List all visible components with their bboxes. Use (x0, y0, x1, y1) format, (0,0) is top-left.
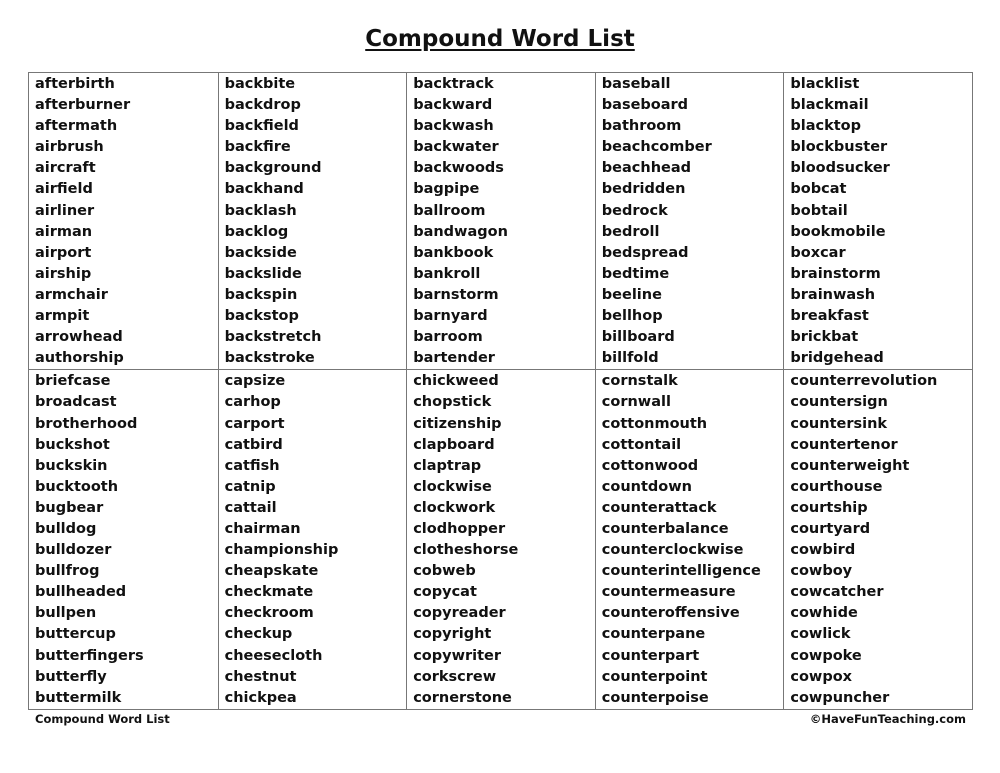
word-item: bucktooth (35, 478, 119, 495)
word-item: cheesecloth (224, 647, 323, 664)
word-item: cowboy (790, 563, 853, 580)
word-item: bartender (413, 350, 495, 367)
word-item: bookmobile (790, 223, 886, 240)
word-item: courtyard (790, 520, 871, 537)
word-item: copyright (413, 626, 492, 643)
word-item: cowbird (790, 542, 856, 559)
word-item: brotherhood (35, 415, 138, 432)
word-column (218, 73, 407, 369)
word-item: cottontail (601, 436, 682, 453)
word-item: buckshot (35, 436, 110, 453)
word-item: chopstick (413, 394, 492, 411)
word-column (783, 370, 972, 709)
word-item: catbird (224, 436, 283, 453)
word-item: blockbuster (790, 139, 888, 156)
word-item: bellhop (601, 308, 663, 325)
word-item: corkscrew (413, 668, 497, 685)
word-item: bathroom (601, 118, 682, 135)
word-item: bedtime (601, 265, 670, 282)
word-column (218, 370, 407, 709)
word-item: bullfrog (35, 563, 100, 580)
word-item: catnip (224, 478, 276, 495)
word-column (406, 73, 595, 369)
word-item: backfield (224, 118, 299, 135)
word-item: chickweed (413, 373, 499, 390)
word-item: brickbat (790, 329, 859, 346)
word-item: baseboard (601, 97, 689, 114)
word-item: chestnut (224, 668, 297, 685)
word-item: bobcat (790, 181, 847, 198)
word-item: backwater (413, 139, 499, 156)
word-item: cowcatcher (790, 584, 884, 601)
word-item: beeline (601, 286, 662, 303)
word-item: blacktop (790, 118, 862, 135)
word-item: backtrack (413, 76, 494, 92)
word-item: bloodsucker (790, 160, 890, 177)
word-item: countersign (790, 394, 888, 411)
word-item: countersink (790, 415, 888, 432)
word-item: clockwise (413, 478, 492, 495)
word-item: barnstorm (413, 286, 499, 303)
word-item: courthouse (790, 478, 883, 495)
word-column (595, 73, 784, 369)
word-column (595, 370, 784, 709)
word-item: airbrush (35, 139, 104, 156)
word-item: billboard (601, 329, 675, 346)
word-item: cottonmouth (601, 415, 708, 432)
word-item: bedroll (601, 223, 660, 240)
word-item: courtship (790, 499, 868, 516)
word-item: checkup (224, 626, 293, 643)
word-item: broadcast (35, 394, 117, 411)
word-item: aircraft (35, 160, 96, 177)
word-item: bedrock (601, 202, 668, 219)
word-item: backslide (224, 265, 302, 282)
word-item: brainwash (790, 286, 876, 303)
word-item: background (224, 160, 322, 177)
word-item: counteroffensive (601, 605, 740, 622)
word-item: briefcase (35, 373, 111, 390)
word-item: breakfast (790, 308, 869, 325)
word-item: cottonwood (601, 457, 699, 474)
word-item: aftermath (35, 118, 118, 135)
word-item: airport (35, 244, 92, 261)
word-item: clapboard (413, 436, 495, 453)
word-item: barnyard (413, 308, 488, 325)
word-item: bankbook (413, 244, 494, 261)
word-item: counterbalance (601, 520, 729, 537)
word-item: copywriter (413, 647, 502, 664)
word-block (29, 73, 972, 369)
word-item: beachcomber (601, 139, 712, 156)
word-item: cowhide (790, 605, 858, 622)
word-item: beachhead (601, 160, 692, 177)
word-item: clodhopper (413, 520, 506, 537)
word-item: backside (224, 244, 297, 261)
word-item: counterweight (790, 457, 910, 474)
word-item: boxcar (790, 244, 846, 261)
word-item: ballroom (413, 202, 486, 219)
word-item: backspin (224, 286, 298, 303)
word-item: bullpen (35, 605, 97, 622)
word-item: copyreader (413, 605, 506, 622)
word-item: backhand (224, 181, 304, 198)
word-item: counterpoint (601, 668, 708, 685)
word-item: counterattack (601, 499, 717, 516)
word-item: backbite (224, 76, 296, 92)
word-item: carport (224, 415, 285, 432)
word-item: bedspread (601, 244, 689, 261)
word-item: cowpoke (790, 647, 862, 664)
word-item: copycat (413, 584, 477, 601)
word-column (29, 73, 218, 369)
word-item: bagpipe (413, 181, 480, 198)
word-item: blacklist (790, 76, 860, 92)
word-column (29, 370, 218, 709)
word-item: backstop (224, 308, 299, 325)
word-item: countdown (601, 478, 692, 495)
word-item: cheapskate (224, 563, 319, 580)
word-item: counterintelligence (601, 563, 761, 580)
word-item: chickpea (224, 689, 297, 706)
word-item: bobtail (790, 202, 848, 219)
word-item: cornwall (601, 394, 671, 411)
word-item: armpit (35, 308, 90, 325)
word-item: chairman (224, 520, 301, 537)
word-item: arrowhead (35, 329, 123, 346)
word-item: billfold (601, 350, 659, 367)
word-item: backward (413, 97, 493, 114)
word-item: counterclockwise (601, 542, 744, 559)
word-item: buttermilk (35, 689, 122, 706)
word-item: countermeasure (601, 584, 736, 601)
word-item: cornstalk (601, 373, 678, 390)
word-item: brainstorm (790, 265, 881, 282)
word-item: backlash (224, 202, 297, 219)
word-item: bullheaded (35, 584, 127, 601)
word-item: championship (224, 542, 339, 559)
word-item: bedridden (601, 181, 686, 198)
word-item: backstretch (224, 329, 322, 346)
word-item: armchair (35, 286, 108, 303)
word-item: carhop (224, 394, 281, 411)
word-item: buckskin (35, 457, 108, 474)
word-item: baseball (601, 76, 671, 92)
word-item: airfield (35, 181, 93, 198)
word-item: butterfly (35, 668, 107, 685)
word-item: cowpuncher (790, 689, 890, 706)
word-item: counterpoise (601, 689, 709, 706)
word-item: cobweb (413, 563, 476, 580)
word-item: airman (35, 223, 93, 240)
word-item: airship (35, 265, 92, 282)
word-item: afterburner (35, 97, 131, 114)
word-item: cowlick (790, 626, 851, 643)
word-item: checkroom (224, 605, 314, 622)
word-item: countertenor (790, 436, 898, 453)
title-text: Compound Word List (365, 26, 635, 52)
word-item: cornerstone (413, 689, 512, 706)
word-block (29, 369, 972, 709)
word-item: airliner (35, 202, 95, 219)
word-item: backstroke (224, 350, 315, 367)
word-item: cattail (224, 499, 277, 516)
word-item: catfish (224, 457, 280, 474)
word-item: afterbirth (35, 76, 115, 92)
word-item: citizenship (413, 415, 502, 432)
word-item: barroom (413, 329, 483, 346)
word-item: backdrop (224, 97, 301, 114)
word-item: counterrevolution (790, 373, 938, 390)
word-item: counterpane (601, 626, 706, 643)
word-item: clockwork (413, 499, 496, 516)
footer-copyright: ©HaveFunTeaching.com (809, 712, 966, 726)
footer-title: Compound Word List (35, 712, 170, 726)
word-item: bugbear (35, 499, 104, 516)
word-item: butterfingers (35, 647, 144, 664)
word-item: blackmail (790, 97, 869, 114)
word-item: clotheshorse (413, 542, 519, 559)
word-item: backfire (224, 139, 291, 156)
word-column (783, 73, 972, 369)
word-column (406, 370, 595, 709)
word-table (28, 72, 973, 710)
word-item: backlog (224, 223, 289, 240)
word-item: counterpart (601, 647, 700, 664)
word-item: backwoods (413, 160, 504, 177)
word-item: bulldog (35, 520, 97, 537)
word-item: buttercup (35, 626, 116, 643)
word-item: bankroll (413, 265, 481, 282)
word-item: cowpox (790, 668, 853, 685)
word-item: claptrap (413, 457, 482, 474)
word-item: authorship (35, 350, 124, 367)
word-item: bridgehead (790, 350, 884, 367)
word-item: backwash (413, 118, 494, 135)
word-item: bulldozer (35, 542, 112, 559)
word-item: capsize (224, 373, 286, 390)
word-item: checkmate (224, 584, 314, 601)
page-title (0, 26, 1000, 52)
word-item: bandwagon (413, 223, 508, 240)
